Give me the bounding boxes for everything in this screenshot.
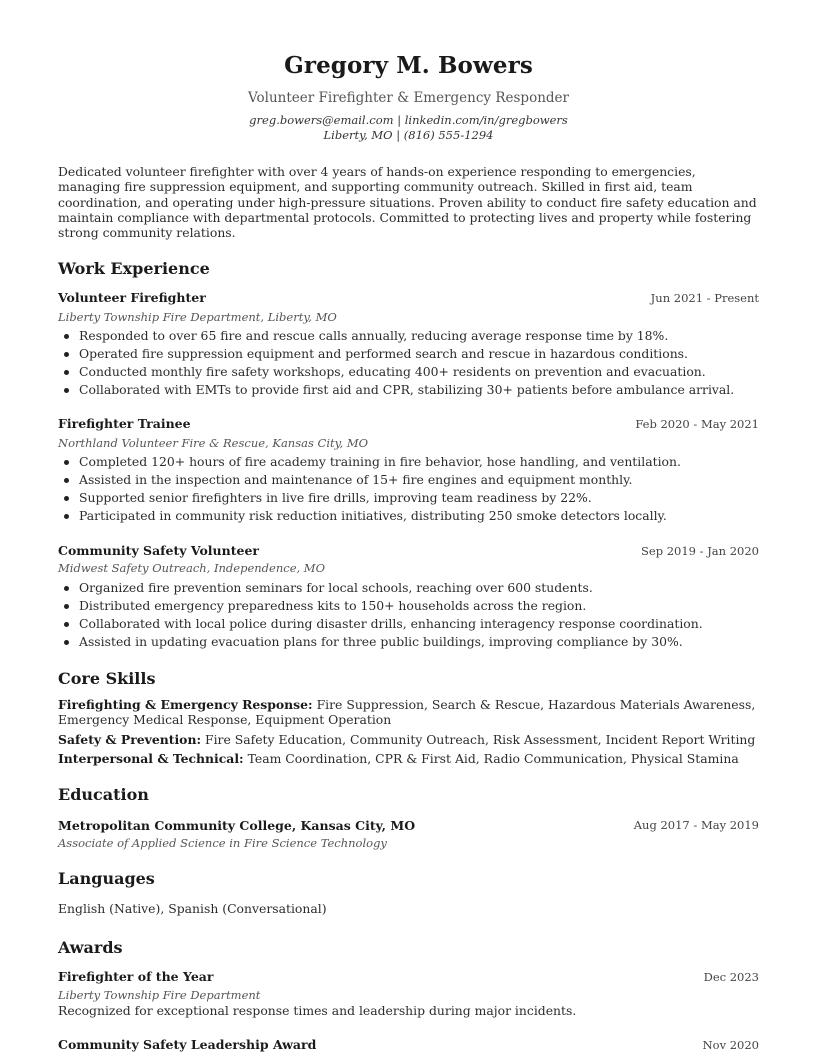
job-title: Volunteer Firefighter xyxy=(58,290,206,305)
job-organization: Midwest Safety Outreach, Independence, MO xyxy=(58,561,326,575)
education-degree: Associate of Applied Science in Fire Science Technology xyxy=(58,836,387,850)
list-item xyxy=(58,363,759,381)
job-bullets xyxy=(58,327,759,399)
section-title-awards: Awards xyxy=(58,938,123,957)
bullet-icon xyxy=(64,460,69,465)
skill-row xyxy=(58,732,759,747)
contact-line-email-linkedin: greg.bowers@email.com | linkedin.com/in/gregbowers xyxy=(249,113,568,127)
bullet-icon xyxy=(64,640,69,645)
bullet-text: Participated in community risk reduction initiatives, distributing 250 smoke detectors locally. xyxy=(79,508,667,523)
candidate-name: Gregory M. Bowers xyxy=(284,52,533,79)
professional-summary: Dedicated volunteer firefighter with over 4 years of hands-on experience responding to emergencies, managing fire suppression equipment, and supporting community outreach. Skilled in first aid, team coordination, and operating under high-pressure situations. Proven ability to conduct fire safety education and maintain compliance with departmental protocols. Committed to protecting lives and property while fostering strong community relations. xyxy=(58,164,757,241)
bullet-text: Collaborated with local police during disaster drills, enhancing interagency response coordination. xyxy=(79,616,703,631)
section-title-work-experience: Work Experience xyxy=(58,259,210,278)
award-title: Community Safety Leadership Award xyxy=(58,1037,317,1052)
award-date: Nov 2020 xyxy=(702,1038,759,1052)
job-organization: Northland Volunteer Fire & Rescue, Kansas City, MO xyxy=(58,436,369,450)
award-organization: Liberty Township Fire Department xyxy=(58,988,261,1002)
bullet-text: Assisted in the inspection and maintenance of 15+ fire engines and equipment monthly. xyxy=(79,472,633,487)
job-dates: Jun 2021 - Present xyxy=(650,291,759,305)
list-item xyxy=(58,597,759,615)
job-bullets xyxy=(58,453,759,525)
job-title: Community Safety Volunteer xyxy=(58,543,259,558)
award-title: Firefighter of the Year xyxy=(58,969,214,984)
bullet-text: Supported senior firefighters in live fire drills, improving team readiness by 22%. xyxy=(79,490,592,505)
section-title-languages: Languages xyxy=(58,869,155,888)
bullet-text: Conducted monthly fire safety workshops, educating 400+ residents on prevention and evacuation. xyxy=(79,364,706,379)
bullet-text: Distributed emergency preparedness kits to 150+ households across the region. xyxy=(79,598,587,613)
job-title: Firefighter Trainee xyxy=(58,416,191,431)
bullet-icon xyxy=(64,622,69,627)
job-dates: Sep 2019 - Jan 2020 xyxy=(641,544,759,558)
bullet-icon xyxy=(64,334,69,339)
skill-row xyxy=(58,751,759,766)
bullet-icon xyxy=(64,586,69,591)
bullet-text: Collaborated with EMTs to provide first aid and CPR, stabilizing 30+ patients before ambulance arrival. xyxy=(79,382,735,397)
bullet-text: Completed 120+ hours of fire academy training in fire behavior, hose handling, and ventilation. xyxy=(79,454,681,469)
bullet-text: Organized fire prevention seminars for local schools, reaching over 600 students. xyxy=(79,580,593,595)
list-item xyxy=(58,633,759,651)
education-school: Metropolitan Community College, Kansas City, MO xyxy=(58,818,416,833)
skill-category: Firefighting & Emergency Response: xyxy=(58,697,313,712)
job-organization: Liberty Township Fire Department, Liberty, MO xyxy=(58,310,337,324)
contact-line-location-phone: Liberty, MO | (816) 555-1294 xyxy=(323,128,494,142)
list-item xyxy=(58,471,759,489)
bullet-icon xyxy=(64,370,69,375)
list-item xyxy=(58,615,759,633)
list-item xyxy=(58,327,759,345)
skill-list: Team Coordination, CPR & First Aid, Radio Communication, Physical Stamina xyxy=(247,751,739,766)
education-dates: Aug 2017 - May 2019 xyxy=(633,818,759,832)
bullet-text: Assisted in updating evacuation plans for three public buildings, improving compliance by 30%. xyxy=(79,634,683,649)
skill-row xyxy=(58,697,759,728)
list-item xyxy=(58,579,759,597)
job-bullets xyxy=(58,579,759,651)
bullet-icon xyxy=(64,496,69,501)
award-date: Dec 2023 xyxy=(703,970,759,984)
languages-list: English (Native), Spanish (Conversational) xyxy=(58,901,327,916)
section-title-core-skills: Core Skills xyxy=(58,669,156,688)
list-item xyxy=(58,345,759,363)
bullet-icon xyxy=(64,388,69,393)
bullet-text: Operated fire suppression equipment and performed search and rescue in hazardous conditions. xyxy=(79,346,688,361)
skill-list: Fire Safety Education, Community Outreach, Risk Assessment, Incident Report Writing xyxy=(204,732,756,747)
award-description: Recognized for exceptional response times and leadership during major incidents. xyxy=(58,1003,577,1018)
bullet-icon xyxy=(64,478,69,483)
job-dates: Feb 2020 - May 2021 xyxy=(635,417,759,431)
candidate-headline: Volunteer Firefighter & Emergency Responder xyxy=(248,90,569,106)
bullet-text: Responded to over 65 fire and rescue calls annually, reducing average response time by 18%. xyxy=(79,328,669,343)
list-item xyxy=(58,507,759,525)
section-title-education: Education xyxy=(58,785,149,804)
skill-category: Safety & Prevention: xyxy=(58,732,202,747)
list-item xyxy=(58,381,759,399)
skill-category: Interpersonal & Technical: xyxy=(58,751,244,766)
list-item xyxy=(58,489,759,507)
bullet-icon xyxy=(64,604,69,609)
skill-list: Fire Suppression, Search & Rescue, Hazardous Materials Awareness, Emergency Medical Response, Equipment Operation xyxy=(58,697,756,728)
bullet-icon xyxy=(64,514,69,519)
list-item xyxy=(58,453,759,471)
bullet-icon xyxy=(64,352,69,357)
